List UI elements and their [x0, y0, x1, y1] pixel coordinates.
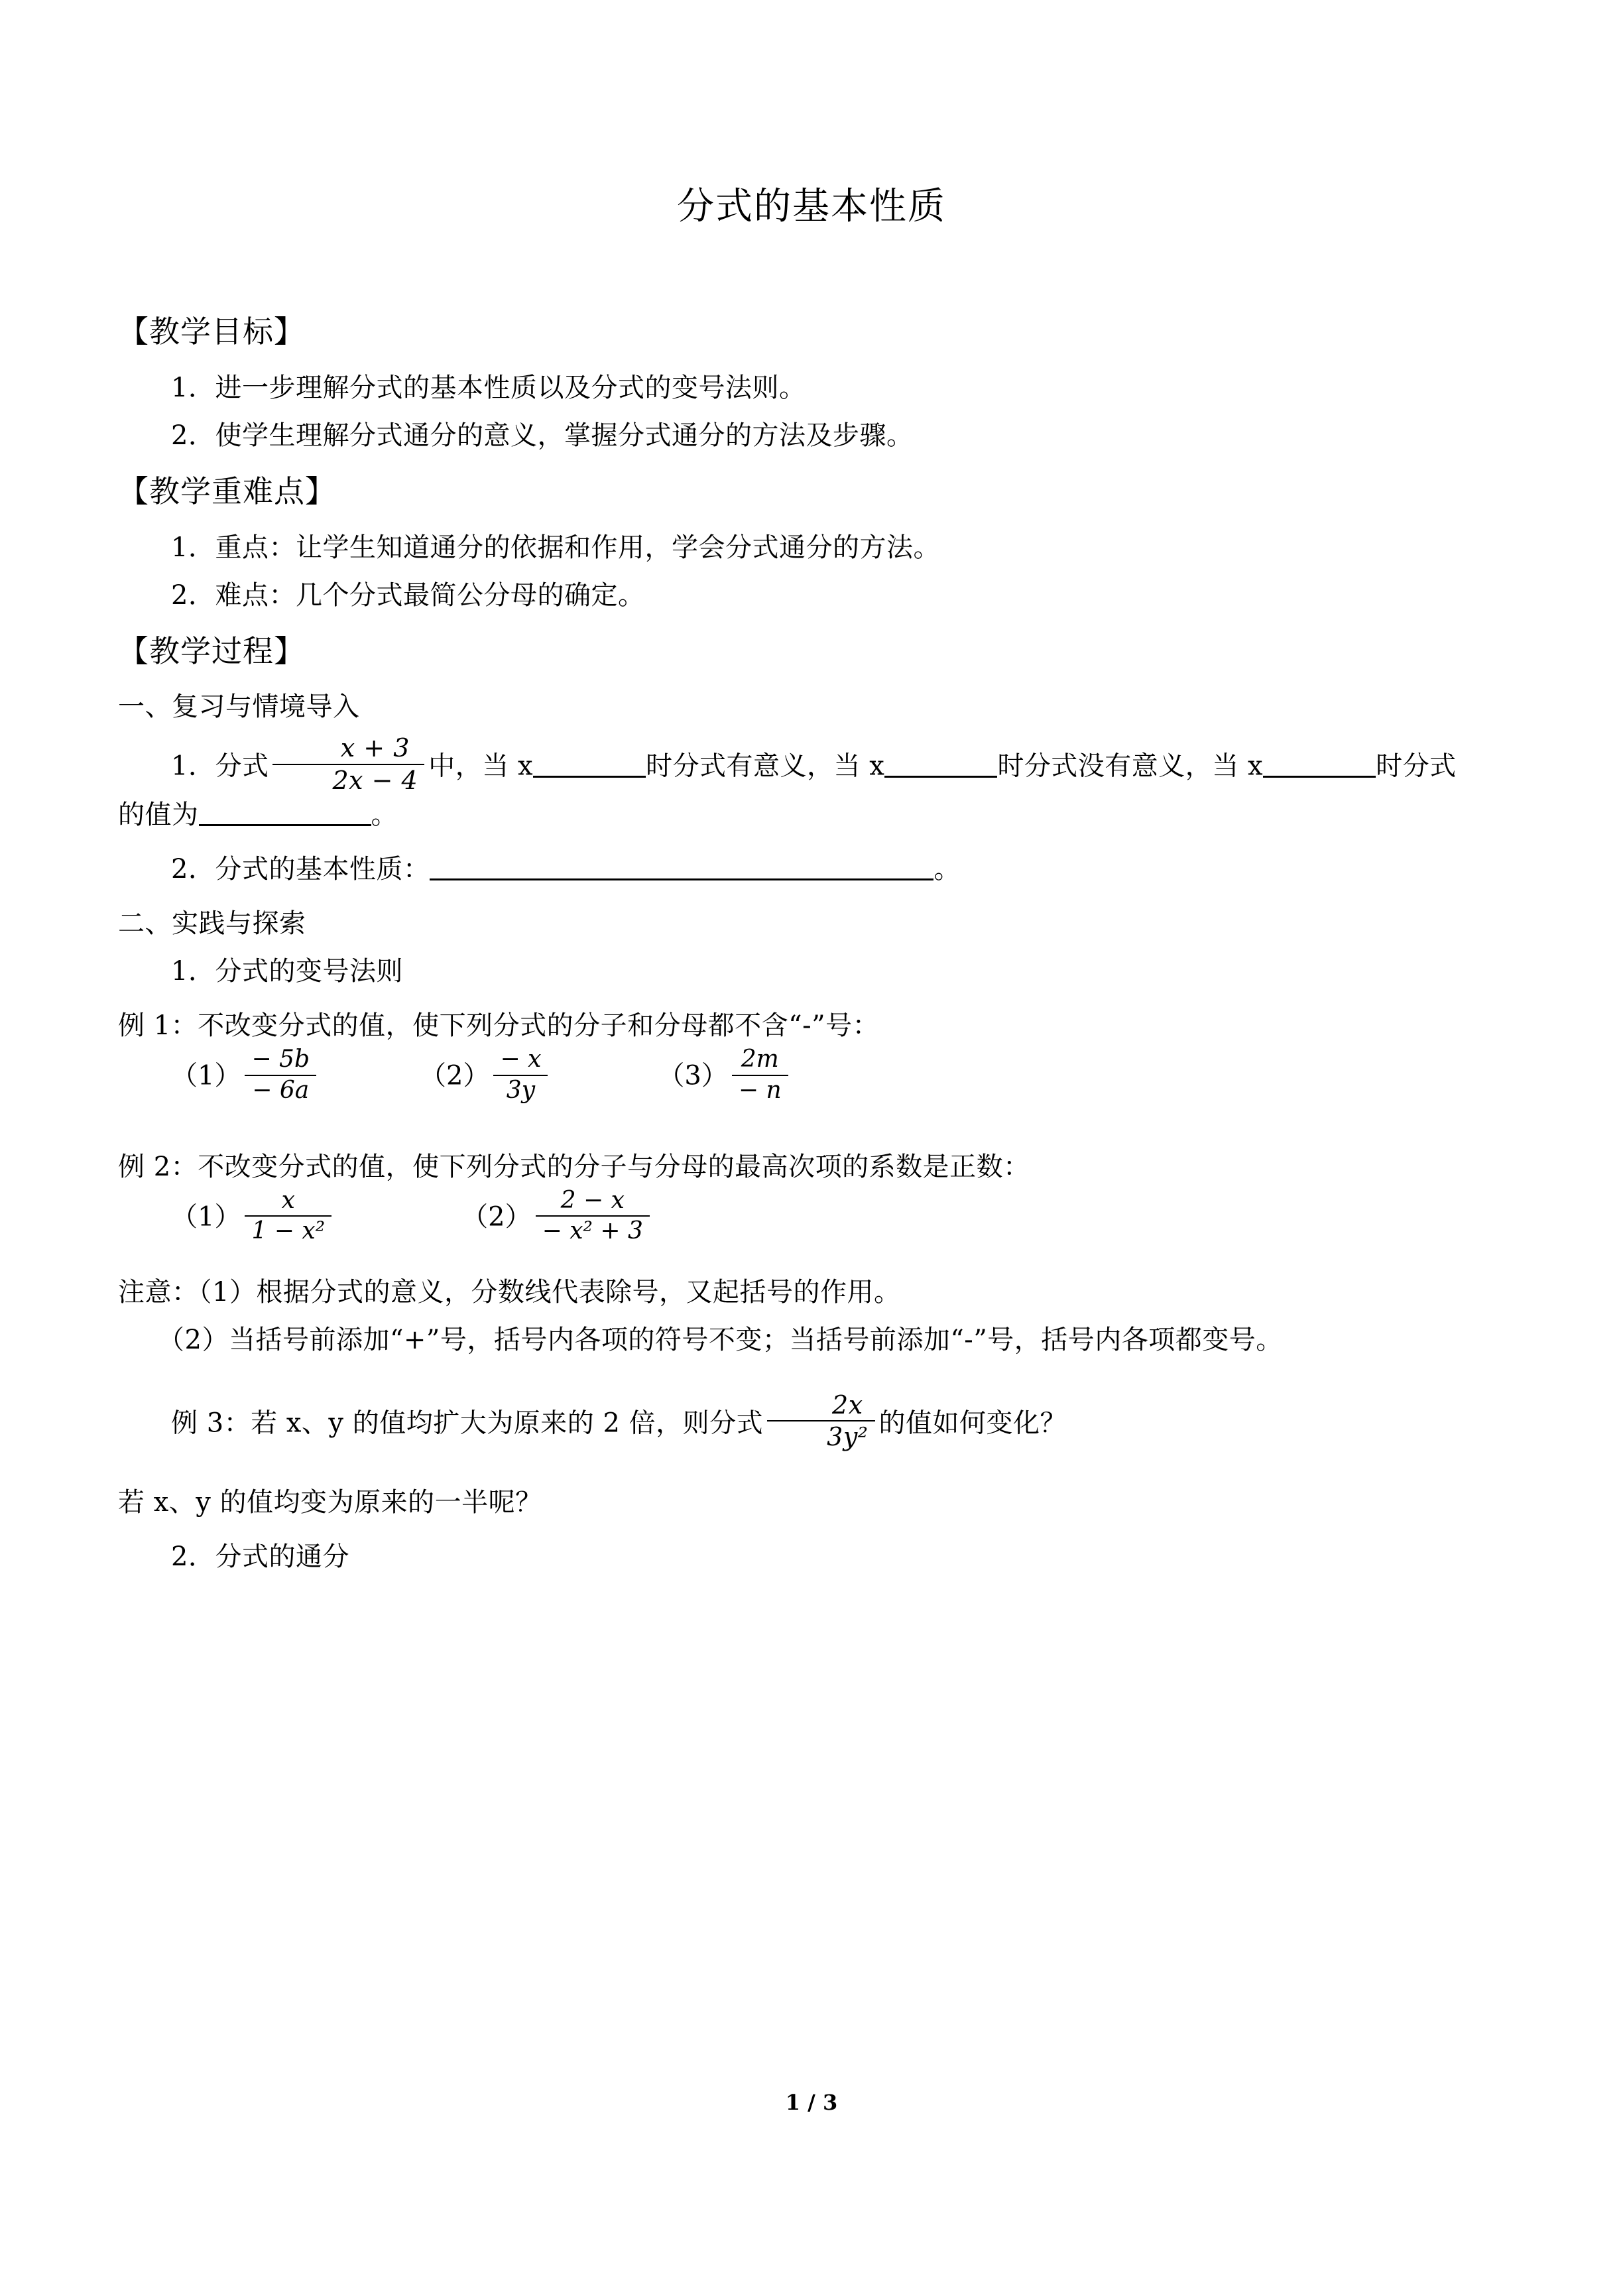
- review-question-1-text-2: 时分式有意义，当 x: [646, 751, 885, 782]
- fraction-denominator: 2x − 4: [272, 764, 424, 795]
- review-question-1-text-1: 中，当 x: [428, 751, 534, 782]
- answer-blank-5[interactable]: [430, 878, 933, 880]
- example-2-item-2: [461, 1187, 654, 1245]
- review-question-1-text-6: 。: [371, 800, 398, 831]
- example-3: [118, 1391, 1505, 1451]
- note-item-1: 注意：（1）根据分式的意义，分数线代表除号，又起括号的作用。: [118, 1276, 901, 1307]
- page-footer: 1 / 3: [785, 2090, 838, 2115]
- example-3-tail: 的值如何变化？: [878, 1408, 1067, 1439]
- answer-blank-2[interactable]: [884, 776, 997, 778]
- topic-sign-rule: 1．分式的变号法则: [171, 956, 403, 987]
- section-heading-key-points: 【教学重难点】: [118, 473, 336, 509]
- process-part-two-heading: 二、实践与探索: [118, 908, 306, 939]
- key-point-item-1: 1．重点：让学生知道通分的依据和作用，学会分式通分的方法。: [171, 532, 940, 563]
- example-1-item-2: [420, 1046, 552, 1104]
- example-2-prompt: 例 2：不改变分式的值，使下列分式的分子与分母的最高次项的系数是正数：: [118, 1151, 1030, 1182]
- fraction-numerator: 2 − x: [560, 1186, 625, 1214]
- review-question-2: [118, 849, 1505, 890]
- fraction-denominator: 3y²: [767, 1420, 874, 1451]
- example-2-items: [118, 1187, 1505, 1245]
- note-item-2: （2）当括号前添加“+”号，括号内各项的符号不变；当括号前添加“-”号，括号内各项都变号。: [158, 1324, 1283, 1355]
- example-1-item-2-label: （2）: [420, 1060, 490, 1091]
- fraction-numerator: 2m: [741, 1046, 779, 1073]
- review-question-1-lead: 1．分式: [171, 751, 269, 782]
- fraction-x-plus-3-over-2x-minus-4: [272, 734, 424, 794]
- example-3-lead: 例 3：若 x、y 的值均扩大为原来的 2 倍，则分式: [171, 1408, 764, 1439]
- key-point-item-2: 2．难点：几个分式最简公分母的确定。: [171, 579, 645, 611]
- example-1-items: [118, 1046, 1505, 1104]
- fraction-2-minus-x-over-neg-x-squared-plus-3: [536, 1187, 650, 1245]
- review-question-1-continued: [118, 794, 1505, 835]
- fraction-numerator: x + 3: [340, 733, 410, 763]
- objective-item-1: 1．进一步理解分式的基本性质以及分式的变号法则。: [171, 372, 806, 403]
- example-1-item-1: [171, 1046, 320, 1104]
- fraction-x-over-1-minus-x-squared: [245, 1187, 331, 1245]
- example-1-item-1-label: （1）: [171, 1060, 241, 1091]
- answer-blank-4[interactable]: [199, 824, 371, 826]
- example-3-followup: 若 x、y 的值均变为原来的一半呢？: [118, 1486, 542, 1518]
- section-heading-objectives: 【教学目标】: [118, 314, 305, 350]
- review-question-1: [118, 734, 1505, 794]
- example-1-item-3: [658, 1046, 792, 1104]
- fraction-denominator: − n: [732, 1075, 788, 1104]
- fraction-2m-over-negn: [732, 1046, 788, 1104]
- topic-common-denominator: 2．分式的通分: [171, 1541, 349, 1572]
- review-question-1-text-4: 时分式: [1376, 751, 1457, 782]
- process-part-one-heading: 一、复习与情境导入: [118, 692, 360, 723]
- review-question-2-lead: 2．分式的基本性质：: [171, 854, 430, 885]
- example-1-prompt: 例 1：不改变分式的值，使下列分式的分子和分母都不含“-”号：: [118, 1010, 880, 1042]
- section-heading-process: 【教学过程】: [118, 633, 305, 669]
- fraction-denominator: 3y: [493, 1075, 548, 1104]
- review-question-1-text-5: 的值为: [118, 800, 199, 831]
- review-question-2-tail: 。: [933, 854, 961, 885]
- fraction-denominator: − 6a: [245, 1075, 316, 1104]
- fraction-numerator: − 5b: [251, 1046, 310, 1073]
- example-2-item-1-label: （1）: [171, 1201, 241, 1233]
- objective-item-2: 2．使学生理解分式通分的意义，掌握分式通分的方法及步骤。: [171, 420, 914, 451]
- example-2-item-2-label: （2）: [461, 1201, 532, 1233]
- fraction-2x-over-3y-squared: [767, 1391, 874, 1451]
- example-1-item-3-label: （3）: [658, 1060, 728, 1091]
- answer-blank-1[interactable]: [533, 776, 646, 778]
- fraction-numerator: − x: [500, 1046, 542, 1073]
- page-title: 分式的基本性质: [677, 185, 946, 228]
- fraction-neg5b-over-neg6a: [245, 1046, 316, 1104]
- fraction-denominator: 1 − x²: [245, 1215, 331, 1244]
- answer-blank-3[interactable]: [1263, 776, 1376, 778]
- fraction-denominator: − x² + 3: [536, 1215, 650, 1244]
- fraction-numerator: 2x: [832, 1390, 863, 1420]
- fraction-negx-over-3y: [493, 1046, 548, 1104]
- fraction-numerator: x: [281, 1186, 295, 1214]
- review-question-1-text-3: 时分式没有意义，当 x: [997, 751, 1264, 782]
- example-2-item-1: [171, 1187, 335, 1245]
